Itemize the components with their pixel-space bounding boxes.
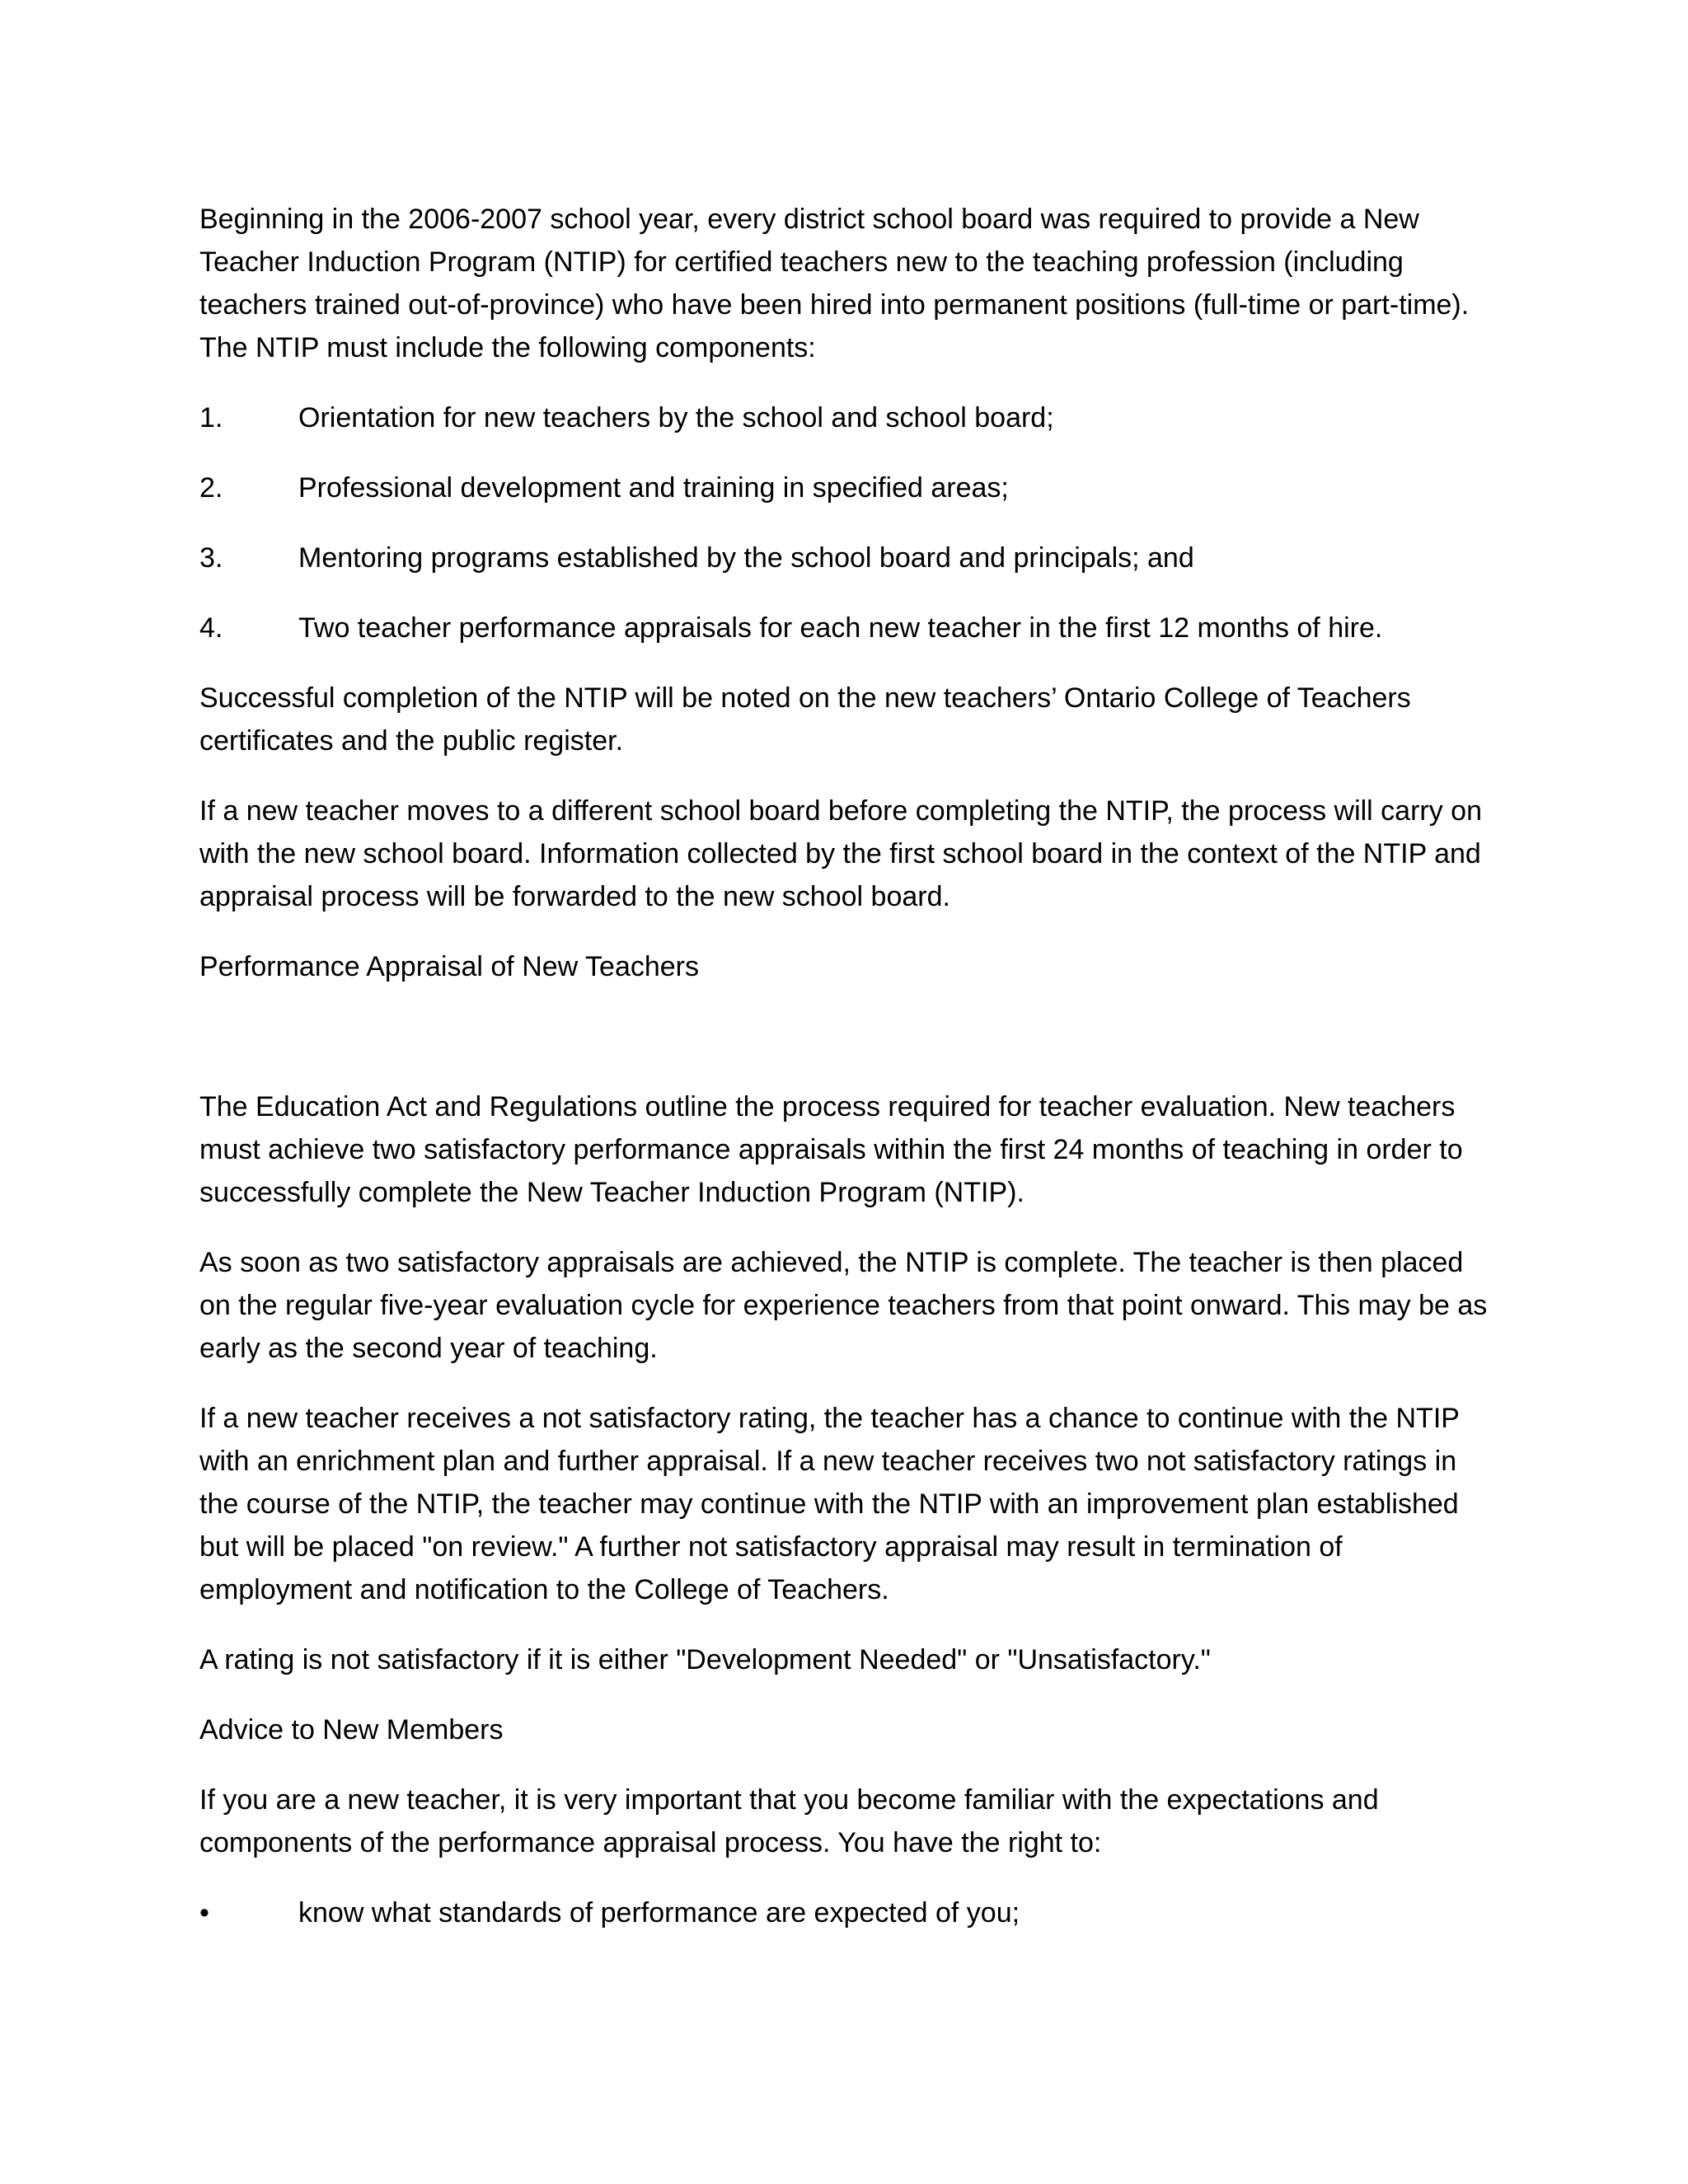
not-satisfactory-paragraph: If a new teacher receives a not satisfactory rating, the teacher has a chance to continue with the NTIP with an enrichment plan and further appraisal. If a new teacher receives two not satisfactory ratings in the course of the NTIP, the teacher may continue with the NTIP with an improvement plan established but will be placed "on review." A further not satisfactory appraisal may result in termination of employment and notification to the College of Teachers.	[199, 1403, 1460, 1605]
list-item-text: Professional development and training in specified areas;	[298, 472, 1009, 504]
list-number: 4.	[199, 612, 223, 644]
document-body	[199, 198, 1493, 1961]
satisfactory-paragraph: As soon as two satisfactory appraisals are achieved, the NTIP is complete. The teacher is then placed on the regular five-year evaluation cycle for experience teachers from that point onward. This may be as early as the second year of teaching.	[199, 1247, 1488, 1364]
list-number: 2.	[199, 472, 223, 504]
bullet-icon: •	[199, 1897, 209, 1929]
section-heading-appraisal: Performance Appraisal of New Teachers	[199, 951, 700, 982]
intro-paragraph: Beginning in the 2006-2007 school year, every district school board was required to provide a New Teacher Induction Program (NTIP) for certified teachers new to the teaching profession (including teachers trained out-of-province) who have been hired into permanent positions (full-time or part-time). The NTIP must include the following components:	[199, 204, 1470, 363]
list-number: 3.	[199, 542, 223, 574]
list-item-text: Mentoring programs established by the school board and principals; and	[298, 542, 1194, 574]
transfer-paragraph: If a new teacher moves to a different school board before completing the NTIP, the process will carry on with the new school board. Information collected by the first school board in the context of the NTIP and appraisal process will be forwarded to the new school board.	[199, 795, 1482, 912]
rating-paragraph: A rating is not satisfactory if it is either "Development Needed" or "Unsatisfactory."	[199, 1644, 1211, 1675]
ntip-components-list	[199, 396, 1493, 649]
list-item	[199, 537, 1493, 579]
education-act-paragraph: The Education Act and Regulations outline the process required for teacher evaluation. New teachers must achieve two satisfactory performance appraisals within the first 24 months of teaching in order to successfully complete the New Teacher Induction Program (NTIP).	[199, 1091, 1463, 1208]
completion-paragraph: Successful completion of the NTIP will be noted on the new teachers’ Ontario College of Teachers certificates and the public register.	[199, 682, 1411, 757]
section-heading-advice: Advice to New Members	[199, 1714, 504, 1746]
list-item-text: know what standards of performance are expected of you;	[298, 1897, 1020, 1929]
list-item	[199, 1891, 1493, 1934]
list-item	[199, 466, 1493, 509]
list-item-text: Orientation for new teachers by the school and school board;	[298, 402, 1054, 434]
rights-list	[199, 1891, 1493, 1934]
list-item-text: Two teacher performance appraisals for each new teacher in the first 12 months of hire.	[298, 612, 1383, 644]
list-item	[199, 607, 1493, 649]
advice-paragraph: If you are a new teacher, it is very important that you become familiar with the expectations and components of the performance appraisal process. You have the right to:	[199, 1784, 1379, 1858]
list-item	[199, 396, 1493, 439]
list-number: 1.	[199, 402, 223, 434]
